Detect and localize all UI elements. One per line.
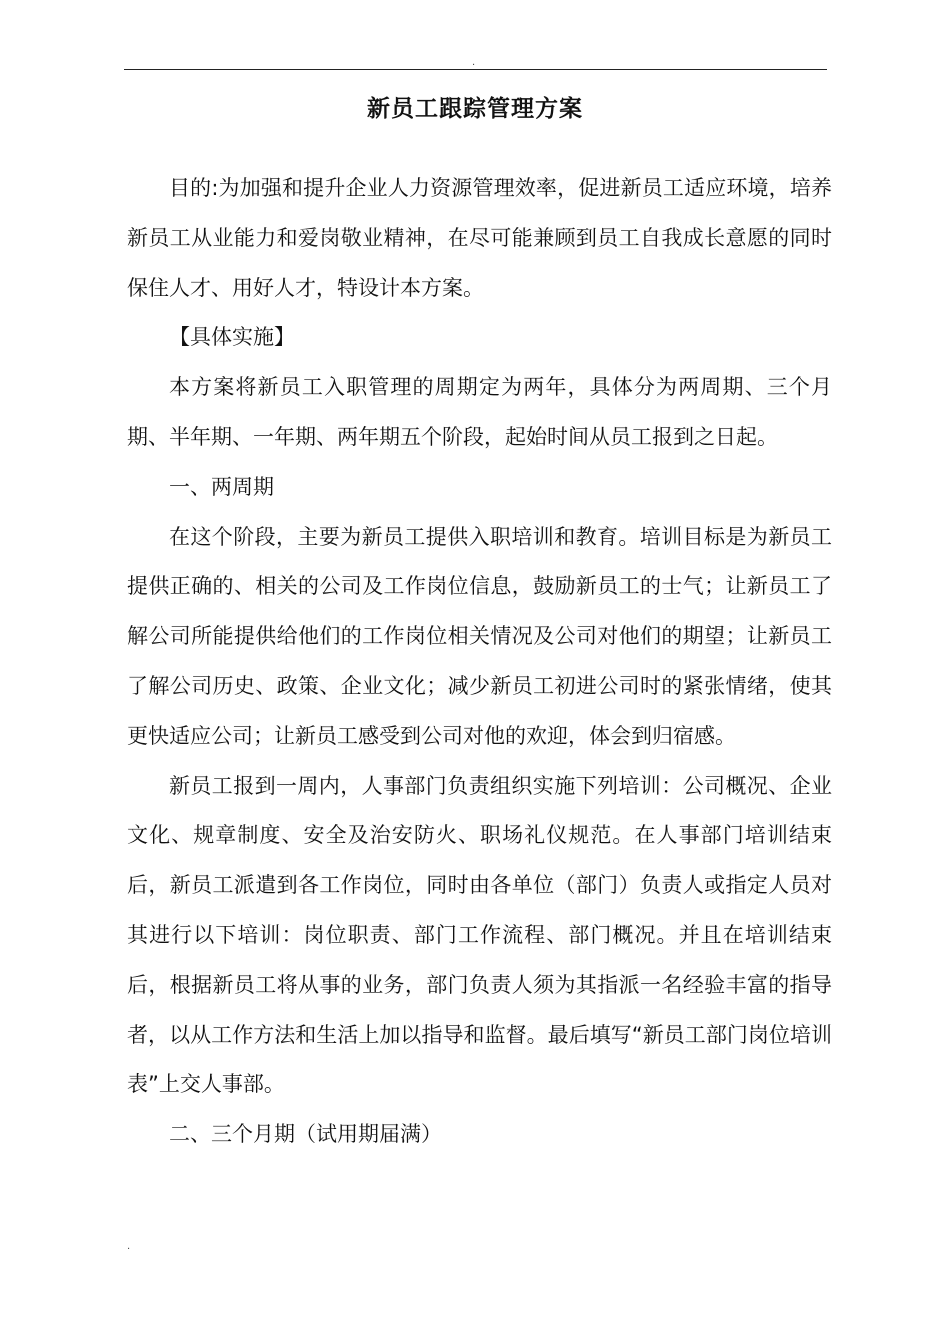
paragraph-two-weeks-goals: 在这个阶段，主要为新员工提供入职培训和教育。培训目标是为新员工提供正确的、相关的公司及工作岗位信息，鼓励新员工的士气；让新员工了解公司所能提供给他们的工作岗位相关情况及公司对他们的期望；让新员工了解公司历史、政策、企业文化；减少新员工初进公司时的紧张情绪，使其更快适应公司；让新员工感受到公司对他的欢迎，体会到归宿感。 — [127, 524, 832, 748]
paragraph-cycle-overview: 本方案将新员工入职管理的周期定为两年，具体分为两周期、三个月期、半年期、一年期、两年期五个阶段，起始时间从员工报到之日起。 — [127, 375, 832, 449]
document-body — [127, 164, 832, 1160]
paragraph-purpose: 目的:为加强和提升企业人力资源管理效率，促进新员工适应环境，培养新员工从业能力和爱岗敬业精神，在尽可能兼顾到员工自我成长意愿的同时保住人才、用好人才，特设计本方案。 — [127, 176, 832, 300]
section-heading-implementation: 【具体实施】 — [169, 325, 295, 350]
header-rule — [124, 69, 827, 70]
section-heading-three-months: 二、三个月期（试用期届满） — [169, 1122, 442, 1147]
paragraph-two-weeks-training: 新员工报到一周内，人事部门负责组织实施下列培训：公司概况、企业文化、规章制度、安全及治安防火、职场礼仪规范。在人事部门培训结束后，新员工派遣到各工作岗位，同时由各单位（部门）负责人或指定人员对其进行以下培训：岗位职责、部门工作流程、部门概况。并且在培训结束后，根据新员工将从事的业务，部门负责人须为其指派一名经验丰富的指导者，以从工作方法和生活上加以指导和监督。最后填写“新员工部门岗位培训表”上交人事部。 — [127, 773, 832, 1097]
header-mark: . — [472, 57, 476, 68]
document-title: 新员工跟踪管理方案 — [367, 96, 583, 122]
section-heading-two-weeks: 一、两周期 — [169, 474, 274, 499]
footer-mark: . — [127, 1241, 131, 1252]
